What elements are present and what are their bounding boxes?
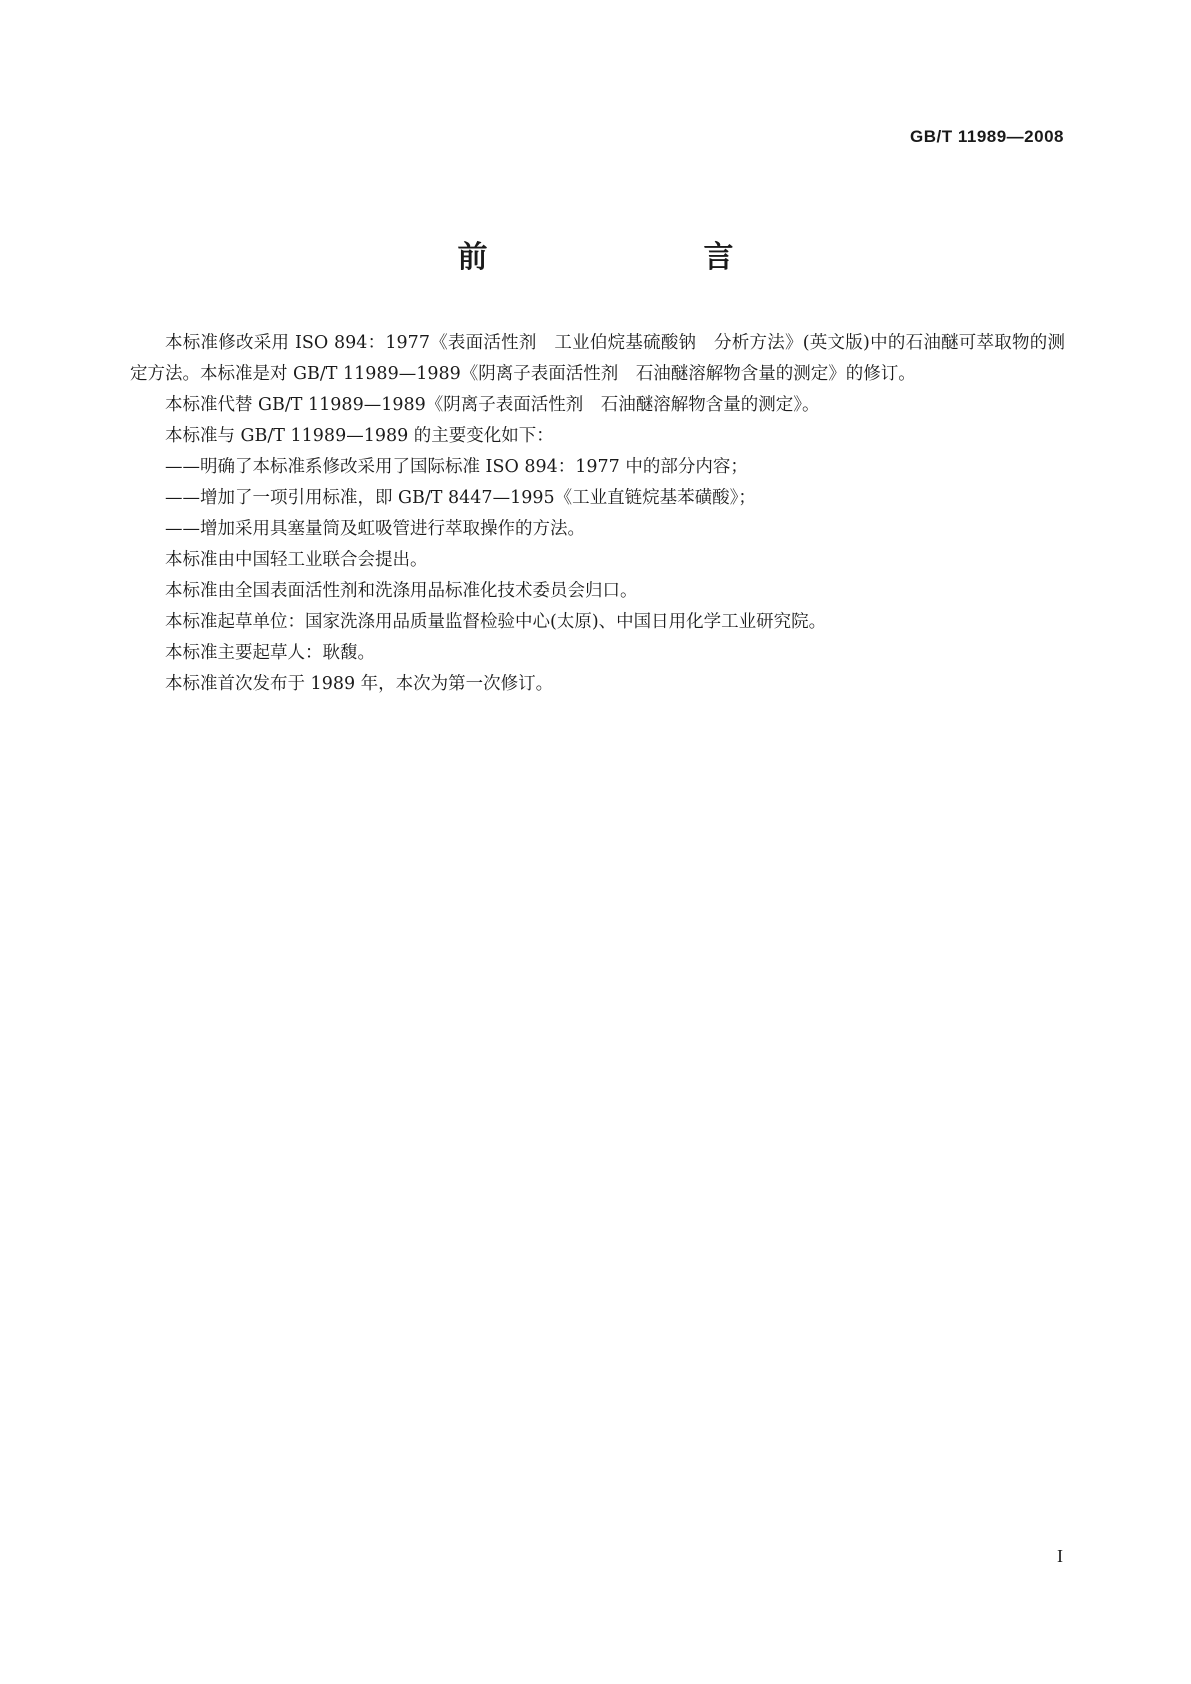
- standard-code-header: GB/T 11989—2008: [910, 127, 1064, 146]
- paragraph-proposed-by: 本标准由中国轻工业联合会提出。: [165, 550, 428, 570]
- paragraph-changes-intro: 本标准与 GB/T 11989—1989 的主要变化如下：: [165, 426, 554, 446]
- preface-body: [130, 328, 1065, 700]
- change-item-3: ——增加采用具塞量筒及虹吸管进行萃取操作的方法。: [165, 519, 585, 539]
- change-item-2: ——增加了一项引用标准，即 GB/T 8447—1995《工业直链烷基苯磺酸》；: [165, 488, 756, 508]
- paragraph-drafting-units: 本标准起草单位：国家洗涤用品质量监督检验中心(太原)、中国日用化学工业研究院。: [165, 612, 827, 632]
- paragraph-replaces: 本标准代替 GB/T 11989—1989《阴离子表面活性剂 石油醚溶解物含量的测定》。: [165, 395, 820, 415]
- page-number: I: [1057, 1546, 1063, 1566]
- paragraph-first-publication: 本标准首次发布于 1989 年，本次为第一次修订。: [165, 674, 554, 694]
- paragraph-adoption: 本标准修改采用 ISO 894：1977《表面活性剂 工业伯烷基硫酸钠 分析方法》(英文版)中的石油醚可萃取物的测定方法。本标准是对 GB/T 11989—1989《阴离子表面活性剂 石油醚溶解物含量的测定》的修订。: [130, 333, 1065, 384]
- page-title: 前 言: [457, 240, 786, 275]
- paragraph-centralized-by: 本标准由全国表面活性剂和洗涤用品标准化技术委员会归口。: [165, 581, 638, 601]
- paragraph-drafters: 本标准主要起草人：耿馥。: [165, 643, 375, 663]
- change-item-1: ——明确了本标准系修改采用了国际标准 ISO 894：1977 中的部分内容；: [165, 457, 748, 477]
